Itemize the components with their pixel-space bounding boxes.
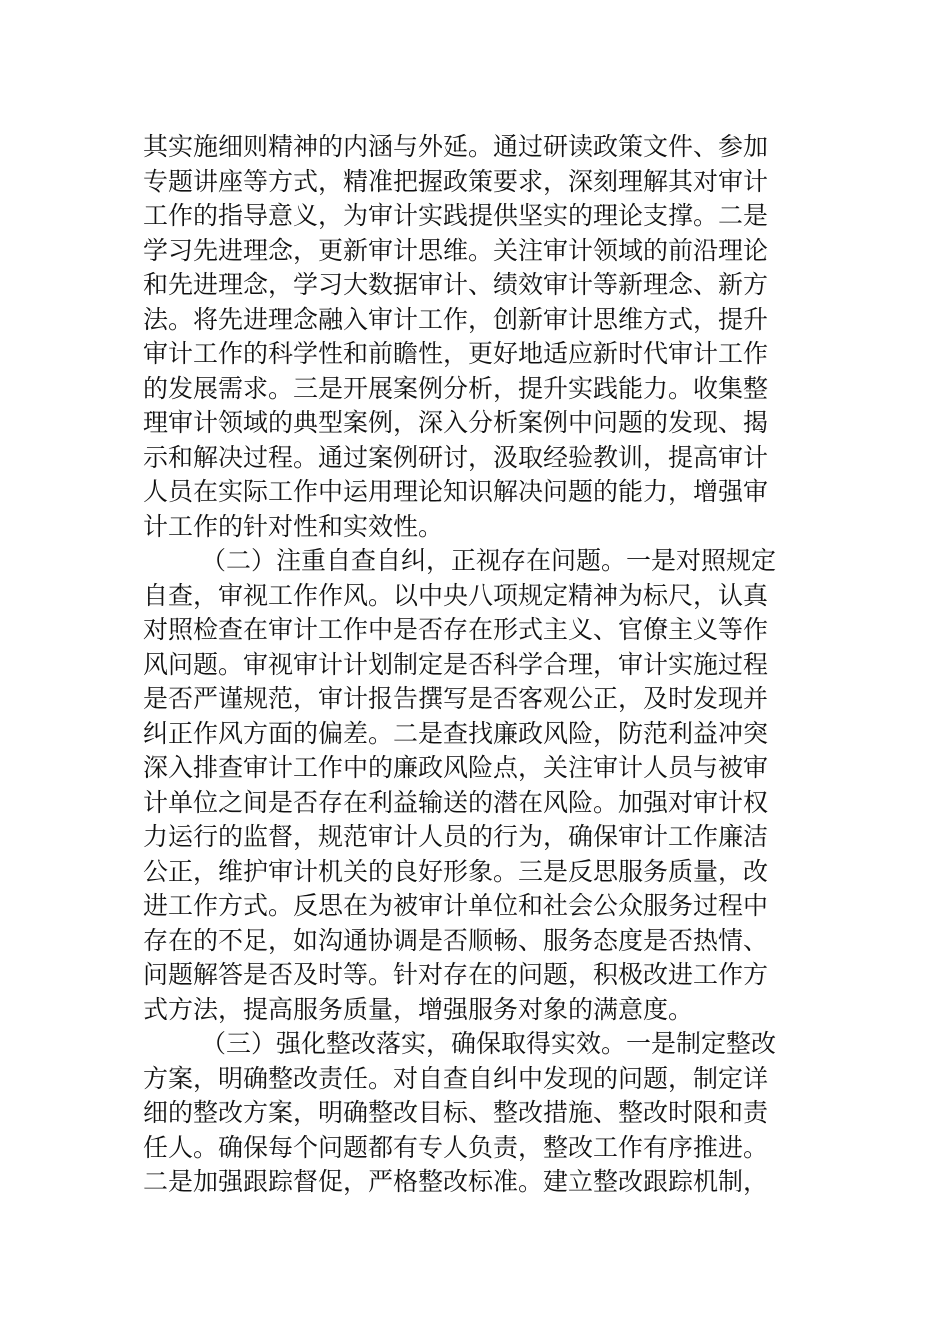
text-line: 力运行的监督，规范审计人员的行为，确保审计工作廉洁 [143, 822, 769, 851]
text-line: 理审计领域的典型案例，深入分析案例中问题的发现、揭 [143, 408, 769, 437]
text-line: 法。将先进理念融入审计工作，创新审计思维方式，提升 [143, 304, 769, 334]
document-body [143, 130, 813, 1200]
text-line: 计工作的针对性和实效性。 [143, 511, 444, 541]
text-line: 专题讲座等方式，精准把握政策要求，深刻理解其对审计 [143, 166, 769, 196]
text-line: 风问题。审视审计计划制定是否科学合理，审计实施过程 [143, 649, 769, 679]
text-line: 公正，维护审计机关的良好形象。三是反思服务质量，改 [143, 856, 769, 886]
section-heading-line: （三）强化整改落实，确保取得实效。一是制定整改 [201, 1029, 777, 1058]
text-line: 纠正作风方面的偏差。二是查找廉政风险，防范利益冲突 [143, 718, 769, 748]
text-line: 学习先进理念，更新审计思维。关注审计领域的前沿理论 [143, 235, 769, 265]
text-line: 的发展需求。三是开展案例分析，提升实践能力。收集整 [143, 373, 769, 403]
text-line: 审计工作的科学性和前瞻性，更好地适应新时代审计工作 [143, 339, 769, 368]
text-line: 方案，明确整改责任。对自查自纠中发现的问题，制定详 [143, 1063, 769, 1093]
text-line: 自查，审视工作作风。以中央八项规定精神为标尺，认真 [143, 580, 769, 610]
text-line: 细的整改方案，明确整改目标、整改措施、整改时限和责 [143, 1098, 769, 1127]
text-line: 是否严谨规范，审计报告撰写是否客观公正，及时发现并 [143, 684, 769, 713]
text-line: 进工作方式。反思在为被审计单位和社会公众服务过程中 [143, 891, 769, 920]
text-line: 任人。确保每个问题都有专人负责，整改工作有序推进。 [143, 1132, 769, 1162]
text-line: 工作的指导意义，为审计实践提供坚实的理论支撑。二是 [143, 201, 769, 230]
text-line: 其实施细则精神的内涵与外延。通过研读政策文件、参加 [143, 132, 769, 161]
text-line: 深入排查审计工作中的廉政风险点，关注审计人员与被审 [143, 753, 769, 782]
text-line: 人员在实际工作中运用理论知识解决问题的能力，增强审 [143, 477, 769, 506]
text-line: 二是加强跟踪督促，严格整改标准。建立整改跟踪机制， [143, 1167, 769, 1196]
text-line: 示和解决过程。通过案例研讨，汲取经验教训，提高审计 [143, 442, 769, 472]
text-line: 对照检查在审计工作中是否存在形式主义、官僚主义等作 [143, 615, 769, 644]
text-line: 存在的不足，如沟通协调是否顺畅、服务态度是否热情、 [143, 925, 769, 955]
text-line: 和先进理念，学习大数据审计、绩效审计等新理念、新方 [143, 270, 769, 299]
section-heading-line: （二）注重自查自纠，正视存在问题。一是对照规定 [201, 546, 777, 575]
text-line: 式方法，提高服务质量，增强服务对象的满意度。 [143, 994, 694, 1024]
text-line: 问题解答是否及时等。针对存在的问题，积极改进工作方 [143, 960, 769, 989]
text-line: 计单位之间是否存在利益输送的潜在风险。加强对审计权 [143, 787, 769, 817]
